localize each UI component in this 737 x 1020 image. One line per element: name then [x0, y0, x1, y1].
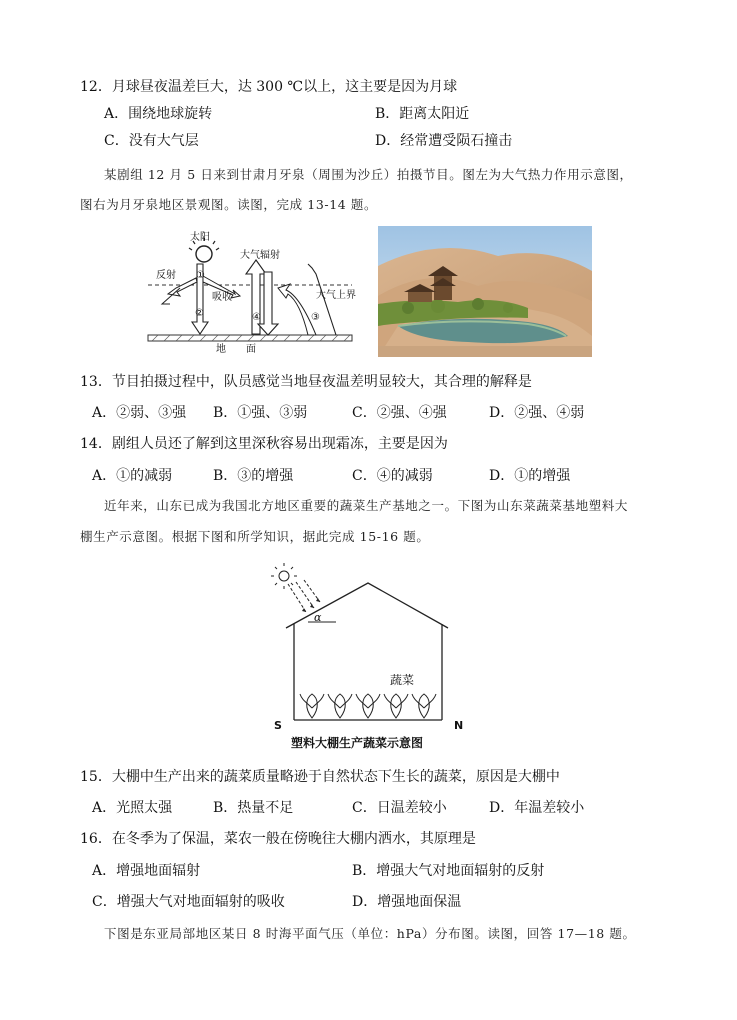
label-sun: 太阳 — [190, 232, 210, 243]
q12-option-a: A．围绕地球旋转 — [104, 106, 213, 122]
q15-option-a: A．光照太强 — [92, 800, 173, 816]
greenhouse-svg — [268, 560, 478, 760]
q12-stem: 12．月球昼夜温差巨大，达 300 ℃以上，这主要是因为月球 — [80, 79, 458, 95]
label-south: S — [274, 719, 282, 732]
q16-stem: 16．在冬季为了保温，菜农一般在傍晚往大棚内洒水，其原理是 — [80, 831, 476, 847]
q12-option-d: D．经常遭受陨石撞击 — [375, 133, 513, 149]
q16-option-c: C．增强大气对地面辐射的吸收 — [92, 894, 285, 910]
label-alpha: α — [314, 611, 322, 624]
q15-option-d: D．年温差较小 — [489, 800, 585, 816]
q14-option-c: C．④的减弱 — [352, 468, 433, 484]
q13-option-c: C．②强、④强 — [352, 405, 447, 421]
label-num-3: ③ — [311, 312, 320, 323]
q16-option-d: D．增强地面保温 — [352, 894, 462, 910]
q14-option-b: B．③的增强 — [213, 468, 294, 484]
q13-option-d: D．②强、④弱 — [489, 405, 585, 421]
q16-option-a: A．增强地面辐射 — [92, 863, 201, 879]
q15-option-b: B．热量不足 — [213, 800, 294, 816]
q13-option-b: B．①强、③弱 — [213, 405, 308, 421]
crescent-lake-photo — [378, 226, 592, 357]
label-ground: 地 面 — [216, 344, 256, 355]
q13-stem: 13．节目拍摄过程中，队员感觉当地昼夜温差明显较大，其合理的解释是 — [80, 374, 532, 390]
q16-option-b: B．增强大气对地面辐射的反射 — [352, 863, 545, 879]
label-num-2: ② — [195, 308, 204, 319]
label-reflect: 反射 — [156, 270, 176, 281]
intro1-line1: 某剧组 12 月 5 日来到甘肃月牙泉（周围为沙丘）拍摄节目。图左为大气热力作用示意图， — [104, 167, 633, 182]
intro2-line2: 棚生产示意图。根据下图和所学知识，据此完成 15-16 题。 — [80, 529, 430, 544]
label-north: N — [454, 719, 464, 732]
label-num-1: ① — [196, 270, 205, 281]
greenhouse-diagram — [268, 560, 478, 760]
label-num-4: ④ — [252, 312, 261, 323]
q13-option-a: A．②弱、③强 — [92, 405, 187, 421]
label-upper-boundary: 大气上界 — [316, 290, 356, 301]
label-vegetables: 蔬菜 — [390, 673, 415, 687]
intro3-line1: 下图是东亚局部地区某日 8 时海平面气压（单位：hPa）分布图。读图，回答 17—18 题。 — [104, 926, 636, 941]
q15-option-c: C．日温差较小 — [352, 800, 447, 816]
q15-stem: 15．大棚中生产出来的蔬菜质量略逊于自然状态下生长的蔬菜，原因是大棚中 — [80, 769, 560, 785]
q12-option-c: C．没有大气层 — [104, 133, 199, 149]
intro2-line1: 近年来，山东已成为我国北方地区重要的蔬菜生产基地之一。下图为山东菜蔬菜基地塑料大 — [104, 498, 629, 513]
q12-option-b: B．距离太阳近 — [375, 106, 470, 122]
label-absorb: 吸收 — [212, 292, 232, 303]
atmosphere-heating-diagram — [140, 224, 360, 359]
q14-option-d: D．①的增强 — [489, 468, 571, 484]
greenhouse-caption: 塑料大棚生产蔬菜示意图 — [291, 736, 424, 750]
q14-option-a: A．①的减弱 — [92, 468, 173, 484]
label-atmos-radiation: 大气辐射 — [240, 250, 280, 261]
crescent-lake-photo-svg — [378, 226, 592, 357]
q14-stem: 14．剧组人员还了解到这里深秋容易出现霜冻，主要是因为 — [80, 436, 448, 452]
intro1-line2: 图右为月牙泉地区景观图。读图，完成 13-14 题。 — [80, 197, 378, 212]
